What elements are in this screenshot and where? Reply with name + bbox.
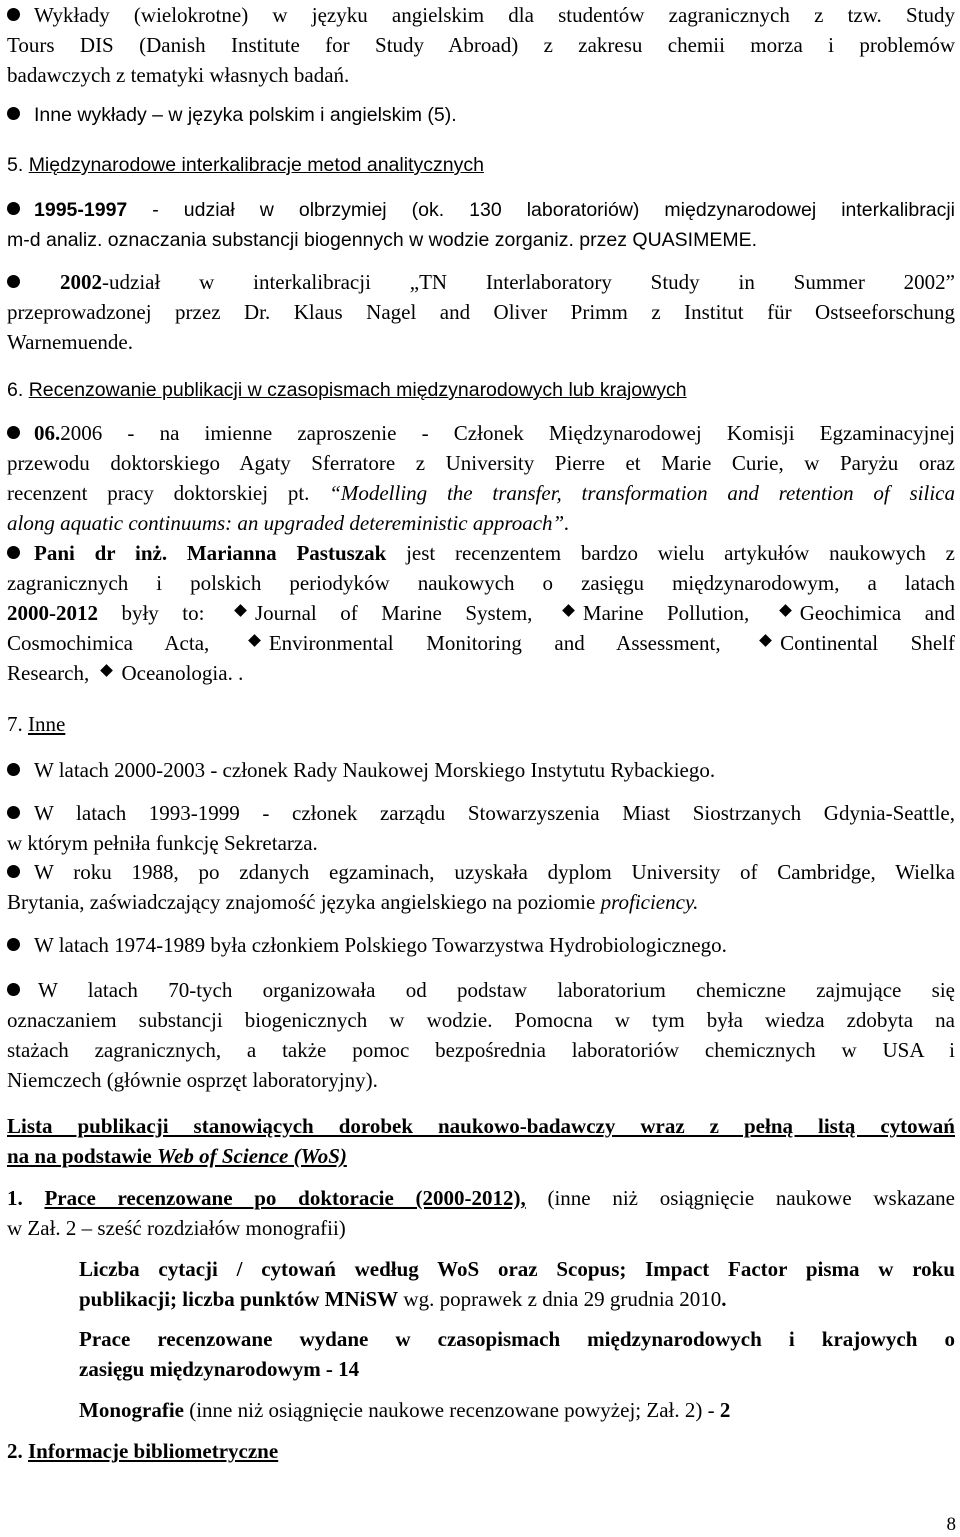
journal-name: Research,	[7, 661, 90, 685]
text: 2006 - na imienne zaproszenie - Członek Międzynarodowej Komisji Egzaminacyjnej	[60, 421, 955, 445]
bullet-icon	[7, 806, 20, 819]
text: wg. poprawek z dnia 29 grudnia 2010	[398, 1287, 722, 1311]
bullet-item-other-lectures	[7, 100, 955, 130]
text: 1995-1997	[34, 199, 128, 221]
text: recenzent pracy doktorskiej pt.	[7, 481, 330, 505]
text: stażach zagranicznych, a także pomoc bezpośrednia laboratoriów chemicznych w USA i	[7, 1038, 955, 1062]
journal-name: Oceanologia. .	[121, 661, 244, 685]
bullet-icon	[7, 107, 20, 120]
bullet-icon	[7, 546, 20, 559]
thesis-title: “Modelling the transfer, transformation and retention of silica	[329, 481, 955, 505]
monographs-count	[79, 1395, 955, 1425]
text: badawczych z tematyki własnych badań.	[7, 63, 350, 87]
text: Wykłady (wielokrotne) w języku angielskim dla studentów zagranicznych z tzw. Study	[34, 3, 955, 27]
text: Tours DIS (Danish Institute for Study Abroad) z zakresu chemii morza i problemów	[7, 33, 955, 57]
text: zasięgu międzynarodowym - 14	[79, 1357, 360, 1381]
bullet-item-1988	[7, 857, 955, 917]
bullet-item-1974-1989	[7, 930, 955, 960]
text: Monografie	[79, 1398, 184, 1422]
journal-name: Geochimica and	[799, 601, 956, 625]
reviewed-papers-count	[79, 1324, 955, 1384]
text: (inne niż osiągnięcie naukowe recenzowane powyżej; Zał. 2) -	[183, 1398, 720, 1422]
text: oznaczaniem substancji biogenicznych w wodzie. Pomocna w tym była wiedza zdobyta na	[7, 1008, 955, 1032]
bullet-item-70s	[7, 975, 955, 1095]
bullet-icon	[7, 426, 20, 439]
text: W roku 1988, po zdanych egzaminach, uzyskała dyplom University of Cambridge, Wielka	[34, 860, 955, 884]
diamond-bullet-icon	[101, 664, 114, 677]
section-heading-5	[7, 150, 955, 180]
diamond-bullet-icon	[779, 604, 792, 617]
text: W latach 2000-2003 - członek Rady Naukowej Morskiego Instytutu Rybackiego.	[34, 758, 716, 782]
text: Pani dr inż. Marianna Pastuszak	[34, 541, 387, 565]
journal-name: Cosmochimica Acta,	[7, 631, 210, 655]
journal-name: Continental Shelf	[780, 631, 956, 655]
bullet-item-1995	[7, 195, 955, 255]
text: m-d analiz. oznaczania substancji biogennych w wodzie zorganiz. przez QUASIMEME.	[7, 229, 758, 251]
bullet-item-1993-1999	[7, 798, 955, 858]
text: 2.	[7, 1439, 28, 1463]
bullet-icon	[7, 865, 20, 878]
text: Prace recenzowane po doktoracie (2000-2012),	[44, 1186, 526, 1210]
bullet-item-2000-2003	[7, 755, 955, 785]
text: były to:	[98, 601, 205, 625]
diamond-bullet-icon	[562, 604, 575, 617]
text: 2000-2012	[7, 601, 98, 625]
journal-name: Journal of Marine System,	[254, 601, 533, 625]
diamond-bullet-icon	[248, 634, 261, 647]
text: Brytania, zaświadczający znajomość języka angielskiego na poziomie	[7, 890, 601, 914]
publications-item-2	[7, 1436, 955, 1466]
text: na na podstawie	[7, 1144, 157, 1168]
bullet-icon	[7, 983, 20, 996]
bullet-item-2006	[7, 418, 955, 538]
journal-name: Marine Pollution,	[582, 601, 750, 625]
text: jest recenzentem bardzo wielu artykułów naukowych z	[386, 541, 955, 565]
page-number: 8	[946, 1514, 956, 1535]
text: Inne wykłady – w języka polskim i angielskim (5).	[34, 104, 457, 126]
text: w którym pełniła funkcję Sekretarza.	[7, 831, 318, 855]
text: W latach 70-tych organizowała od podstaw laboratorium chemiczne zajmujące się	[38, 978, 955, 1002]
publications-item-1	[7, 1183, 955, 1243]
bullet-item-2002	[7, 267, 955, 357]
text: w Zał. 2 – sześć rozdziałów monografii)	[7, 1216, 346, 1240]
section-heading-6	[7, 375, 955, 405]
text: publikacji; liczba punktów MNiSW	[79, 1287, 399, 1311]
diamond-bullet-icon	[759, 634, 772, 647]
text: .	[721, 1287, 727, 1311]
section-title: Recenzowanie publikacji w czasopismach międzynarodowych lub krajowych	[28, 379, 687, 401]
section-title: Międzynarodowe interkalibracje metod analitycznych	[28, 154, 484, 176]
citation-info	[79, 1254, 955, 1314]
text: 2	[719, 1398, 731, 1422]
section-heading-7	[7, 709, 955, 739]
bullet-icon	[7, 202, 20, 215]
text: Informacje bibliometryczne	[28, 1439, 279, 1463]
publications-heading	[7, 1111, 955, 1171]
text: Prace recenzowane wydane w czasopismach międzynarodowych i krajowych o	[79, 1327, 955, 1351]
bullet-item-reviewer	[7, 538, 955, 688]
text: W latach 1993-1999 - członek zarządu Stowarzyszenia Miast Siostrzanych Gdynia-Seattle,	[34, 801, 955, 825]
bullet-icon	[7, 938, 20, 951]
text: zagranicznych i polskich periodyków naukowych o zasięgu międzynarodowym, a latach	[7, 571, 955, 595]
text: 06.	[34, 421, 61, 445]
thesis-title: along aquatic continuums: an upgraded detereministic approach”.	[7, 511, 570, 535]
section-title: Inne	[28, 712, 66, 736]
text: przewodu doktorskiego Agaty Sferratore z University Pierre et Marie Curie, w Paryżu oraz	[7, 451, 955, 475]
text: przeprowadzonej przez Dr. Klaus Nagel and Oliver Primm z Institut für Ostseeforschung	[7, 300, 955, 324]
bullet-item-lectures	[7, 0, 955, 90]
text: (inne niż osiągnięcie naukowe wskazane	[525, 1186, 956, 1210]
text: - udział w olbrzymiej (ok. 130 laboratoriów) międzynarodowej interkalibracji	[127, 199, 955, 221]
journal-name: Environmental Monitoring and Assessment,	[268, 631, 721, 655]
section-number: 7.	[7, 712, 28, 736]
section-number: 5.	[7, 154, 29, 176]
section-number: 6.	[7, 379, 29, 401]
text: 2002	[60, 270, 102, 294]
text: Lista publikacji stanowiących dorobek naukowo-badawczy wraz z pełną listą cytowań	[7, 1114, 955, 1138]
text: 1.	[7, 1186, 45, 1210]
text: W latach 1974-1989 była członkiem Polskiego Towarzystwa Hydrobiologicznego.	[34, 933, 727, 957]
text: proficiency.	[600, 890, 699, 914]
text: Warnemuende.	[7, 330, 133, 354]
bullet-icon	[7, 8, 20, 21]
diamond-bullet-icon	[234, 604, 247, 617]
bullet-icon	[7, 763, 20, 776]
text: Web of Science (WoS)	[156, 1144, 347, 1168]
text: Liczba cytacji / cytowań według WoS oraz Scopus; Impact Factor pisma w roku	[79, 1257, 955, 1281]
bullet-icon	[7, 275, 20, 288]
text: -udział w interkalibracji „TN Interlaboratory Study in Summer 2002”	[102, 270, 955, 294]
text: Niemczech (głównie osprzęt laboratoryjny).	[7, 1068, 378, 1092]
